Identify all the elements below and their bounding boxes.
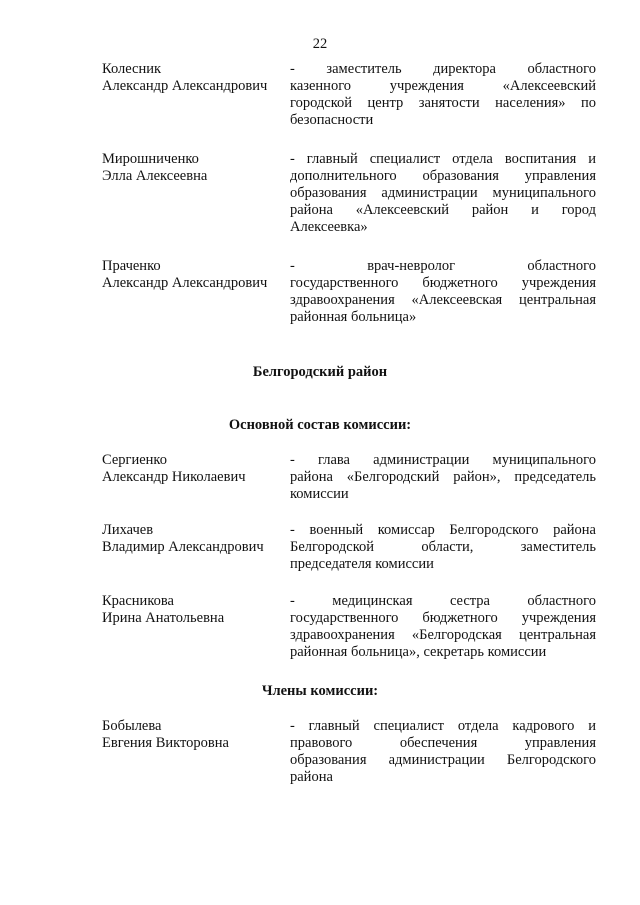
member-given-names: Элла Алексеевна (102, 168, 208, 184)
member-surname: Сергиенко (102, 452, 167, 468)
member-position (290, 718, 596, 786)
position-line: образования администрации Белгородского (290, 752, 596, 768)
position-line: - медицинская сестра областного (290, 593, 596, 609)
position-line: - главный специалист отдела воспитания и (290, 151, 596, 167)
member-given-names: Александр Николаевич (102, 469, 246, 485)
member-name (102, 61, 286, 95)
position-line: - глава администрации муниципального (290, 452, 596, 468)
position-line: здравоохранения «Алексеевская центральная (290, 292, 596, 308)
member-surname: Красникова (102, 593, 174, 609)
position-line: образования администрации муниципального (290, 185, 596, 201)
member-given-names: Ирина Анатольевна (102, 610, 225, 626)
member-surname: Бобылева (102, 718, 162, 734)
member-position (290, 151, 596, 236)
position-line: района (290, 769, 333, 785)
member-position (290, 258, 596, 326)
position-line: районная больница» (290, 309, 417, 325)
position-line: председателя комиссии (290, 556, 434, 572)
member-name (102, 718, 286, 752)
member-name (102, 593, 286, 627)
member-given-names: Евгения Викторовна (102, 735, 229, 751)
member-given-names: Александр Александрович (102, 275, 268, 291)
position-line: Белгородской области, заместитель (290, 539, 596, 555)
position-line: городской центр занятости населения» по (290, 95, 596, 111)
member-position (290, 452, 596, 503)
position-line: казенного учреждения «Алексеевский (290, 78, 596, 94)
member-name (102, 151, 286, 185)
position-line: безопасности (290, 112, 374, 128)
member-surname: Мирошниченко (102, 151, 199, 167)
members-heading: Члены комиссии: (261, 683, 379, 699)
position-line: - заместитель директора областного (290, 61, 596, 77)
member-position (290, 593, 596, 661)
position-line: - врач-невролог областного (290, 258, 596, 274)
position-line: района «Алексеевский район и город (290, 202, 596, 218)
page-number: 22 (312, 36, 328, 52)
member-position (290, 61, 596, 129)
member-position (290, 522, 596, 573)
position-line: здравоохранения «Белгородская центральная (290, 627, 596, 643)
position-line: районная больница», секретарь комиссии (290, 644, 547, 660)
position-line: - главный специалист отдела кадрового и (290, 718, 596, 734)
main-composition-heading: Основной состав комиссии: (228, 417, 412, 433)
position-line: - военный комиссар Белгородского района (290, 522, 596, 538)
position-line: дополнительного образования управления (290, 168, 596, 184)
member-given-names: Александр Александрович (102, 78, 268, 94)
member-surname: Праченко (102, 258, 161, 274)
member-name (102, 452, 286, 486)
position-line: правового обеспечения управления (290, 735, 596, 751)
member-surname: Лихачев (102, 522, 154, 538)
member-surname: Колесник (102, 61, 162, 77)
position-line: государственного бюджетного учреждения (290, 275, 596, 291)
member-given-names: Владимир Александрович (102, 539, 264, 555)
district-heading: Белгородский район (252, 364, 388, 380)
position-line: комиссии (290, 486, 349, 502)
position-line: Алексеевка» (290, 219, 368, 235)
member-name (102, 258, 286, 292)
position-line: государственного бюджетного учреждения (290, 610, 596, 626)
position-line: района «Белгородский район», председатель (290, 469, 596, 485)
member-name (102, 522, 286, 556)
